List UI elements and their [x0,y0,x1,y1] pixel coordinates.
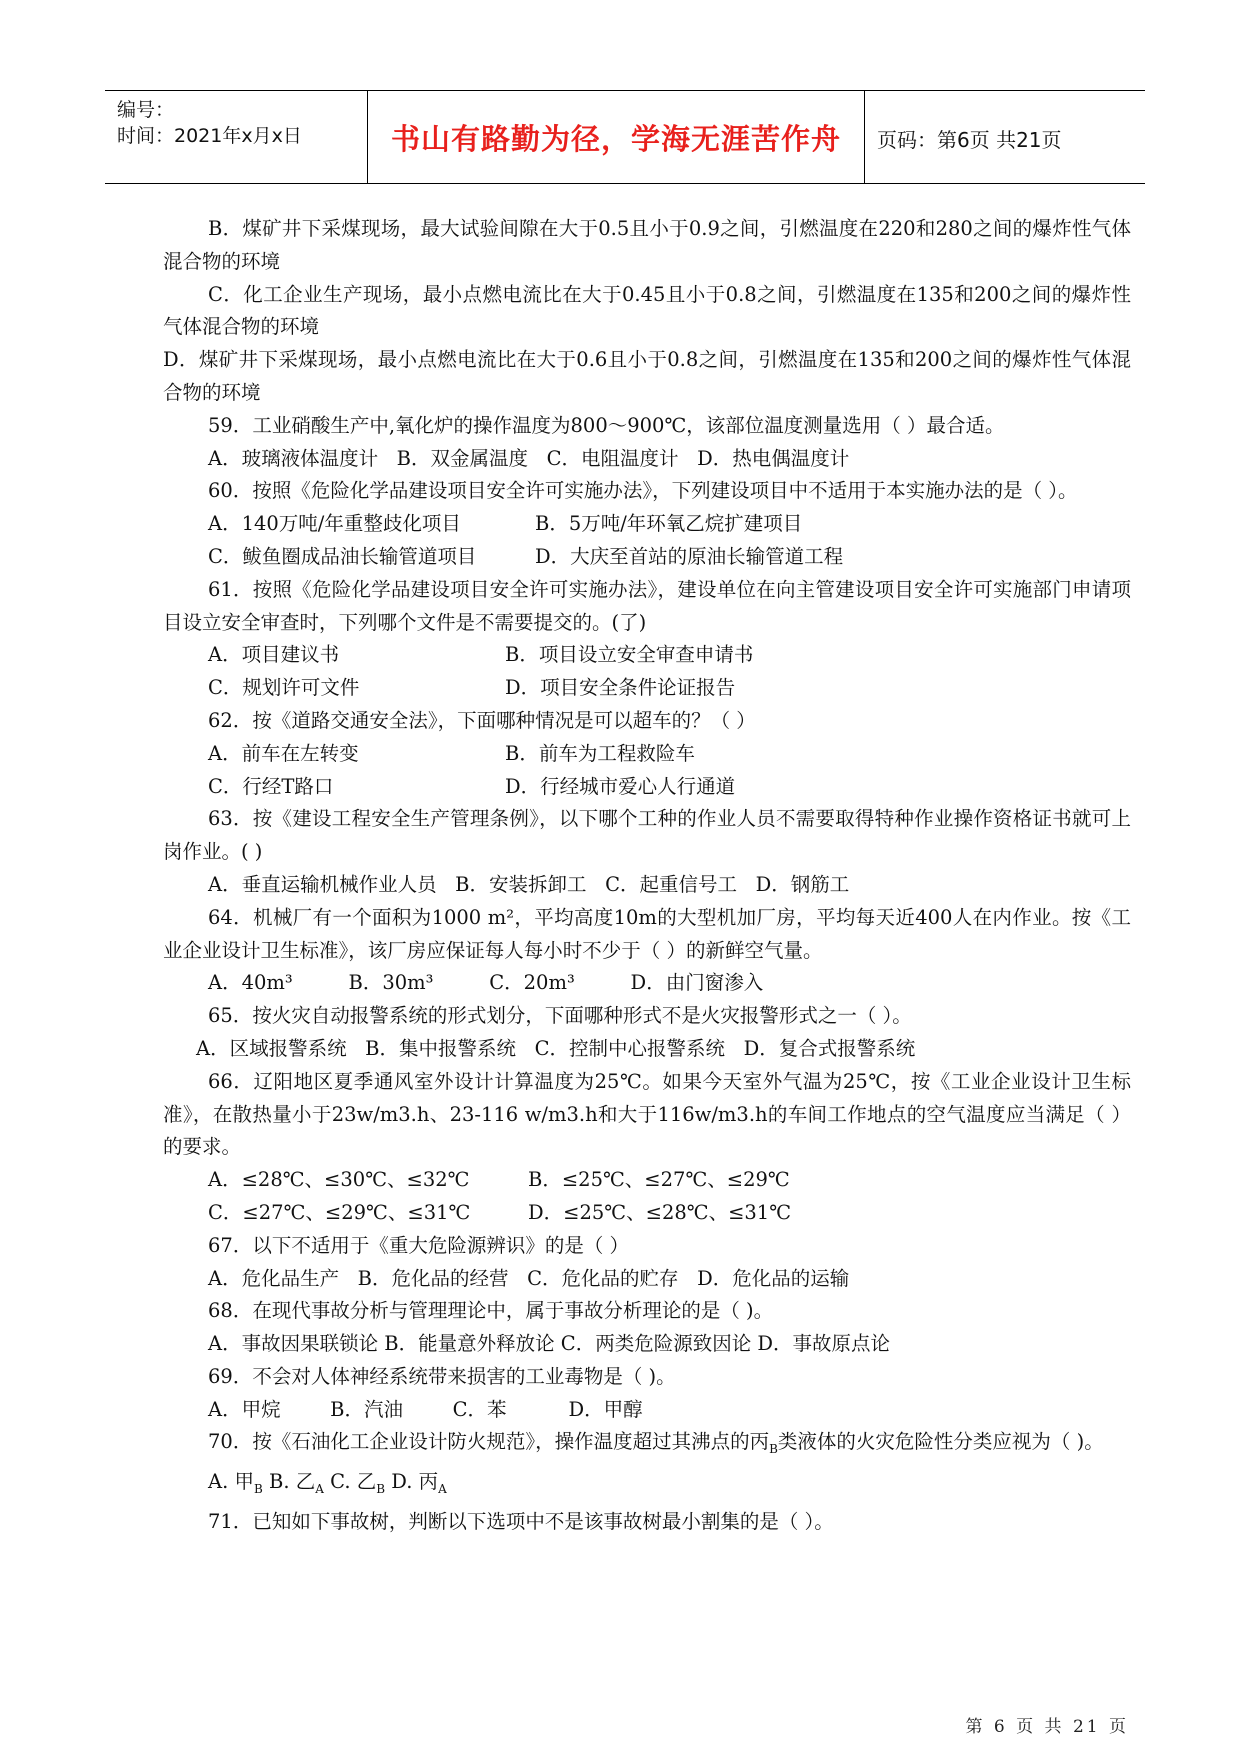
option-item: C．行经T路口 [208,774,334,798]
question-text: 59．工业硝酸生产中,氧化炉的操作温度为800～900℃，该部位温度测量选用（ ）最合适。 [208,413,1005,437]
answer-options [163,1164,1131,1197]
header-info-cell [105,91,368,183]
option-item: A．项目建议书 [208,643,340,667]
answer-options [163,541,1131,574]
question-text: B．煤矿井下采煤现场，最大试验间隙在大于0.5且小于0.9之间，引燃温度在220和280之间的爆炸性气体混合物的环境 [163,217,1131,273]
option-item: B．≤25℃、≤27℃、≤29℃ [528,1168,790,1192]
answer-options: A．危化品生产 B．危化品的经营 C．危化品的贮存 D．危化品的运输 [208,1266,850,1290]
question-text: 71．已知如下事故树，判断以下选项中不是该事故树最小割集的是（ ）。 [208,1509,834,1533]
question-text: 66．辽阳地区夏季通风室外设计计算温度为25℃。如果今天室外气温为25℃，按《工业企业设计卫生标准》，在散热量小于23w/m3.h、23-116 w/m3.h和大于116w/m3.h的车间工作地点的空气温度应当满足（ ）的要求。 [163,1069,1131,1159]
document-number-label: 编号： [117,99,175,121]
answer-options [163,508,1131,541]
question-text: 61．按照《危险化学品建设项目安全许可实施办法》，建设单位在向主管建设项目安全许可实施部门申请项目设立安全审查时，下列哪个文件是不需要提交的。(了) [163,577,1131,634]
answer-options: A．区域报警系统 B．集中报警系统 C．控制中心报警系统 D．复合式报警系统 [196,1036,916,1060]
motto-text: 书山有路勤为径，学海无涯苦作舟 [390,122,841,156]
question-text: 67．以下不适用于《重大危险源辨识》的是（ ） [208,1233,630,1257]
answer-options [163,639,1131,672]
answer-options: A. 甲$_B$ B. 乙$_A$ C. 乙$_B$ D. 丙$_A$ [208,1470,447,1497]
option-item: C．≤27℃、≤29℃、≤31℃ [208,1200,471,1224]
option-item: A．前车在左转变 [208,741,359,765]
option-item: D．大庆至首站的原油长输管道工程 [535,544,844,568]
answer-options: A．玻璃液体温度计 B．双金属温度 C．电阻温度计 D．热电偶温度计 [208,446,850,470]
option-item: D．行经城市爱心人行通道 [505,774,736,798]
option-item: B．前车为工程救险车 [505,741,695,765]
option-item: B．项目设立安全审查申请书 [505,643,754,667]
question-text: 70．按《石油化工企业设计防火规范》，操作温度超过其沸点的丙$_B$类液体的火灾危险性分类应视为（ )。 [208,1430,1104,1457]
answer-options: A．40m³ B．30m³ C．20m³ D．由门窗渗入 [208,971,764,995]
option-item: D．≤25℃、≤28℃、≤31℃ [528,1200,792,1224]
option-item: D．项目安全条件论证报告 [505,676,736,700]
header-page-cell [865,91,1145,183]
question-text: 62．按《道路交通安全法》，下面哪种情况是可以超车的？（ ） [208,708,756,732]
page-number-label: 页码：第6页 共21页 [877,128,1062,152]
question-text: 69．不会对人体神经系统带来损害的工业毒物是（ )。 [208,1364,676,1388]
answer-options [163,771,1131,804]
question-text: 60．按照《危险化学品建设项目安全许可实施办法》，下列建设项目中不适用于本实施办法的是（ ）。 [208,479,1078,503]
question-text: 65．按火灾自动报警系统的形式划分，下面哪种形式不是火灾报警形式之一（ ）。 [208,1004,912,1028]
option-item: A．≤28℃、≤30℃、≤32℃ [208,1168,470,1192]
answer-options: A．甲烷 B．汽油 C．苯 D．甲醇 [208,1397,643,1421]
answer-options: A．事故因果联锁论 B．能量意外释放论 C．两类危险源致因论 D．事故原点论 [208,1332,891,1356]
option-item: A．140万吨/年重整歧化项目 [208,512,461,536]
question-content [163,213,1131,1539]
option-item: C．鲅鱼圈成品油长输管道项目 [208,544,477,568]
question-text: D．煤矿井下采煤现场，最小点燃电流比在大于0.6且小于0.8之间，引燃温度在135和200之间的爆炸性气体混合物的环境 [163,348,1131,404]
answer-options [163,672,1131,705]
question-text: 68．在现代事故分析与管理理论中，属于事故分析理论的是（ )。 [208,1299,774,1323]
option-item: B．5万吨/年环氧乙烷扩建项目 [535,512,803,536]
answer-options [163,738,1131,771]
page-footer: 第 6 页 共 21 页 [965,1717,1129,1737]
question-text: 64．机械厂有一个面积为1000 m²，平均高度10m的大型机加厂房，平均每天近400人在内作业。按《工业企业设计卫生标准》，该厂房应保证每人每小时不少于（ ）的新鲜空气量。 [163,905,1131,962]
answer-options: A．垂直运输机械作业人员 B．安装拆卸工 C．起重信号工 D．钢筋工 [208,872,850,896]
question-text: 63．按《建设工程安全生产管理条例》，以下哪个工种的作业人员不需要取得特种作业操作资格证书就可上岗作业。( ) [163,807,1131,864]
page-header [105,90,1145,184]
option-item: C．规划许可文件 [208,676,360,700]
question-text: C．化工企业生产现场，最小点燃电流比在大于0.45且小于0.8之间，引燃温度在135和200之间的爆炸性气体混合物的环境 [163,282,1131,339]
document-time-label: 时间：2021年x月x日 [117,125,302,147]
header-motto-cell [368,91,865,183]
answer-options [163,1197,1131,1230]
